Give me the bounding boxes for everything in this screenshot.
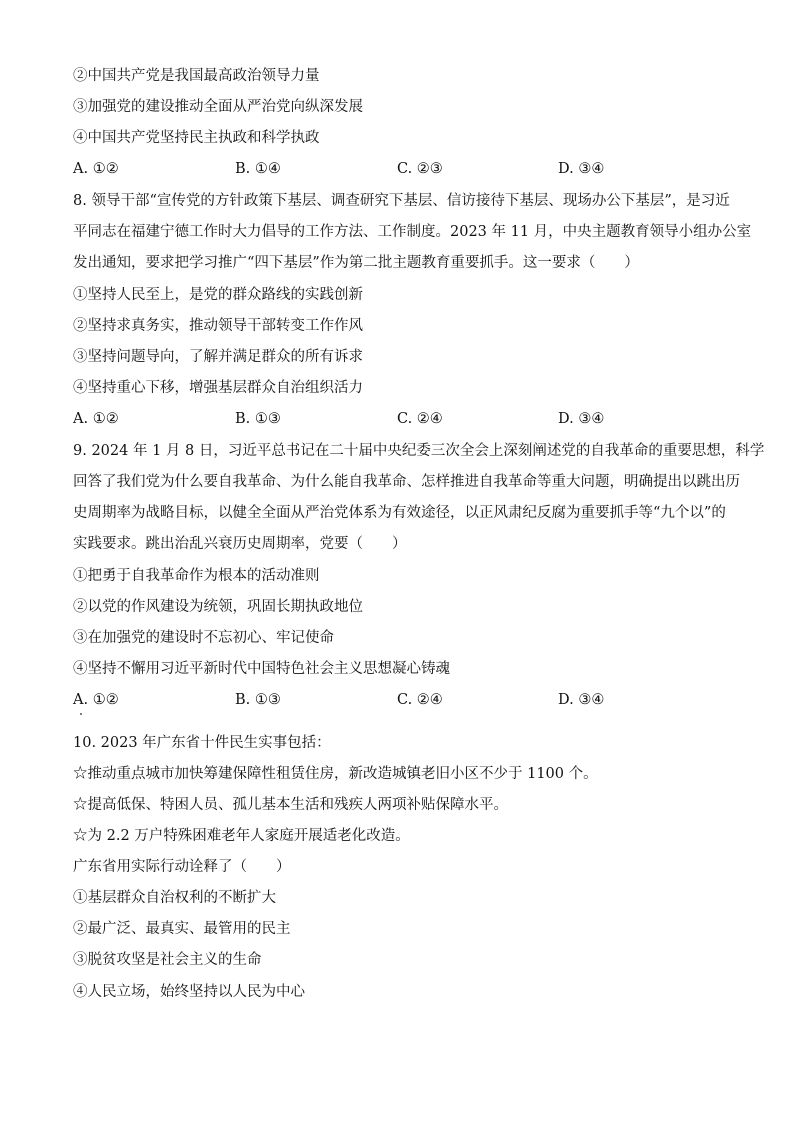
q8-item-2: ②坚持求真务实，推动领导干部转变工作作风	[73, 318, 363, 334]
q9-item-2: ②以党的作风建设为统领，巩固长期执政地位	[73, 599, 363, 615]
q10-item-3: ③脱贫攻坚是社会主义的生命	[73, 952, 262, 968]
q10-stem-line-1: 10. 2023 年广东省十件民生实事包括：	[73, 735, 331, 751]
q7-item-3: ③加强党的建设推动全面从严治党向纵深发展	[73, 99, 363, 115]
q9-stem-line-3: 史周期率为战略目标，以健全全面从严治党体系为有效途径，以正风肃纪反腐为重要抓手等“九个以”的	[73, 505, 726, 521]
stray-dot	[80, 713, 82, 715]
q7-item-2: ②中国共产党是我国最高政治领导力量	[73, 68, 320, 84]
q9-item-3: ③在加强党的建设时不忘初心、牢记使命	[73, 630, 334, 646]
q8-option-a[interactable]: A. ①②	[73, 411, 119, 427]
q10-question: 广东省用实际行动诠释了（ ）	[73, 859, 291, 875]
q8-options	[73, 409, 733, 429]
q8-item-1: ①坚持人民至上，是党的群众路线的实践创新	[73, 287, 363, 303]
q9-option-d[interactable]: D. ③④	[558, 692, 605, 708]
q10-item-4: ④人民立场，始终坚持以人民为中心	[73, 984, 305, 1000]
q8-item-4: ④坚持重心下移，增强基层群众自治组织活力	[73, 380, 363, 396]
q10-fact-2: ☆提高低保、特困人员、孤儿基本生活和残疾人两项补贴保障水平。	[73, 797, 508, 813]
q9-option-c[interactable]: C. ②④	[397, 692, 443, 708]
q7-option-d[interactable]: D. ③④	[558, 161, 605, 177]
q9-stem-line-1: 9. 2024 年 1 月 8 日，习近平总书记在二十届中央纪委三次全会上深刻阐述党的自我革命的重要思想，科学	[73, 443, 765, 459]
q10-item-2: ②最广泛、最真实、最管用的民主	[73, 921, 291, 937]
q8-stem-line-1: 8. 领导干部“宣传党的方针政策下基层、调查研究下基层、信访接待下基层、现场办公下基层”，是习近	[73, 193, 730, 209]
q9-options	[73, 690, 733, 710]
q9-stem-line-2: 回答了我们党为什么要自我革命、为什么能自我革命、怎样推进自我革命等重大问题，明确提出以跳出历	[73, 474, 740, 490]
q7-option-c[interactable]: C. ②③	[397, 161, 443, 177]
q8-option-b[interactable]: B. ①③	[235, 411, 281, 427]
q10-item-1: ①基层群众自治权利的不断扩大	[73, 890, 276, 906]
q9-option-a[interactable]: A. ①②	[73, 692, 119, 708]
q7-item-4: ④中国共产党坚持民主执政和科学执政	[73, 130, 320, 146]
q8-option-c[interactable]: C. ②④	[397, 411, 443, 427]
q9-option-b[interactable]: B. ①③	[235, 692, 281, 708]
q9-stem-line-4: 实践要求。跳出治乱兴衰历史周期率，党要（ ）	[73, 536, 407, 552]
q9-item-4: ④坚持不懈用习近平新时代中国特色社会主义思想凝心铸魂	[73, 661, 450, 677]
q7-options	[73, 159, 733, 179]
q8-stem-line-2: 平同志在福建宁德工作时大力倡导的工作方法、工作制度。2023 年 11 月，中央主题教育领导小组办公室	[73, 224, 752, 240]
q7-option-b[interactable]: B. ①④	[235, 161, 281, 177]
q8-stem-line-3: 发出通知，要求把学习推广“四下基层”作为第二批主题教育重要抓手。这一要求（ ）	[73, 255, 639, 271]
q8-option-d[interactable]: D. ③④	[558, 411, 605, 427]
q7-option-a[interactable]: A. ①②	[73, 161, 119, 177]
q10-fact-1: ☆推动重点城市加快筹建保障性租赁住房，新改造城镇老旧小区不少于 1100 个。	[73, 766, 598, 782]
q9-item-1: ①把勇于自我革命作为根本的活动准则	[73, 568, 320, 584]
q10-fact-3: ☆为 2.2 万户特殊困难老年人家庭开展适老化改造。	[73, 828, 410, 844]
q8-item-3: ③坚持问题导向，了解并满足群众的所有诉求	[73, 349, 363, 365]
